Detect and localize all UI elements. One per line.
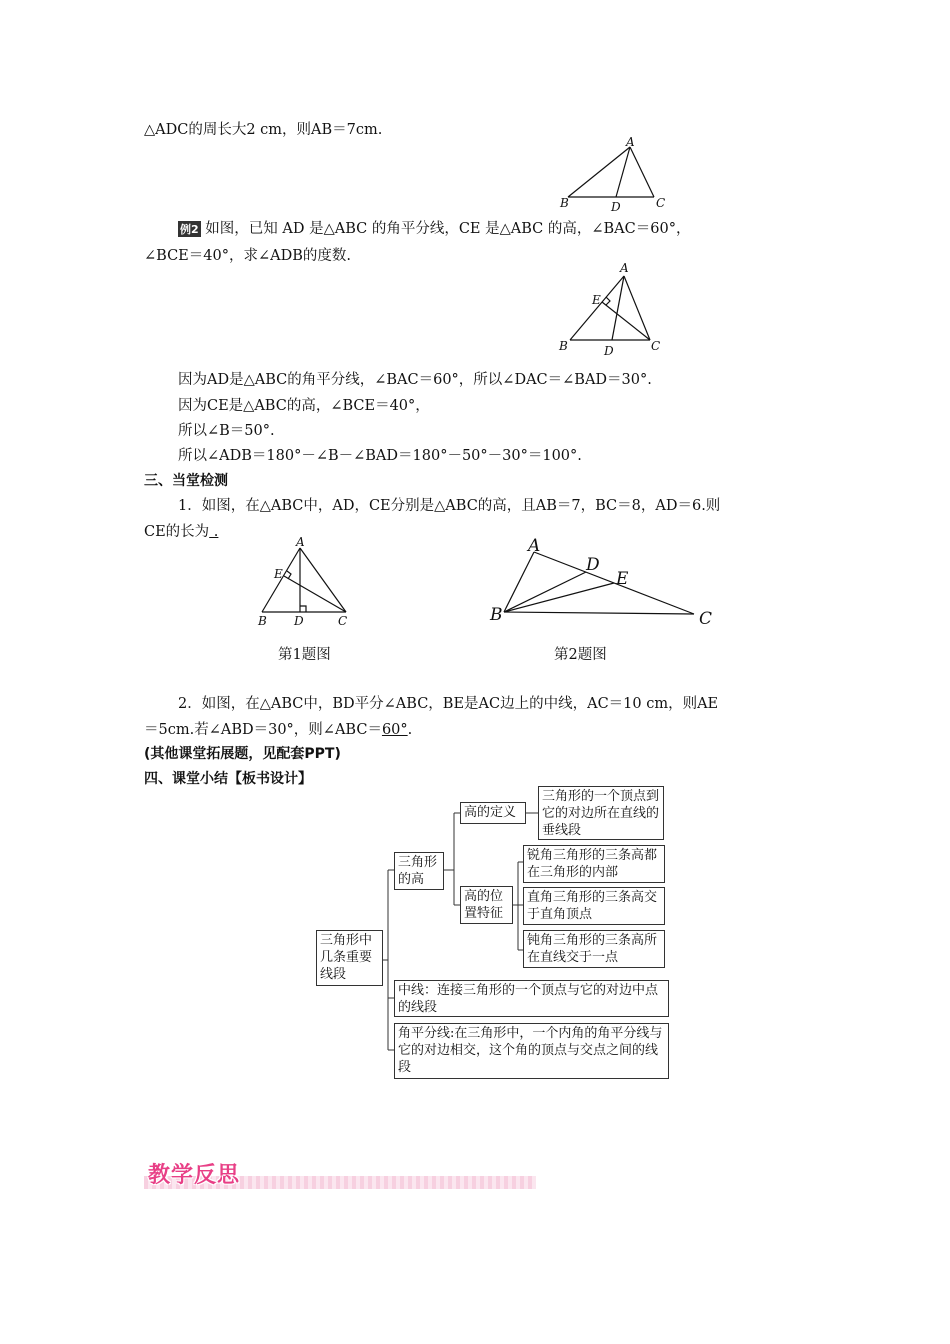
tree-position-box: 高的位置特征	[460, 886, 513, 924]
label-a: A	[626, 135, 635, 149]
label-d: D	[611, 200, 621, 214]
label-c: C	[656, 196, 666, 210]
tree-acute-box: 锐角三角形的三条高都在三角形的内部	[523, 845, 665, 883]
solution-line4: 所以∠ADB＝180°－∠B－∠BAD＝180°－50°－30°＝100°.	[178, 448, 582, 464]
tree-root-box: 三角形中几条重要线段	[316, 930, 383, 986]
label-b: B	[559, 339, 568, 353]
label-d: D	[294, 614, 304, 628]
solution-line3: 所以∠B＝50°.	[178, 423, 275, 439]
label-b: B	[258, 614, 267, 628]
teaching-reflection-banner	[144, 1158, 536, 1192]
label-e: E	[274, 567, 283, 581]
label-d: D	[586, 555, 600, 575]
label-c: C	[699, 609, 713, 629]
tree-height-box: 三角形的高	[394, 852, 444, 890]
label-d: D	[604, 344, 614, 358]
label-a: A	[528, 536, 541, 556]
question1-line1: 1．如图，在△ABC中，AD，CE分别是△ABC的高，且AB＝7，BC＝8，AD＝6.则	[178, 498, 721, 514]
question1-blank: .	[209, 524, 219, 540]
figure-question1	[254, 534, 364, 630]
tree-obtuse-box: 钝角三角形的三条高所在直线交于一点	[523, 930, 665, 968]
caption-figure1: 第1题图	[278, 647, 331, 663]
question1-text: CE的长为	[144, 524, 210, 540]
triangle-figure-example2	[554, 260, 674, 360]
carryover-line: △ADC的周长大2 cm，则AB＝7cm.	[144, 122, 383, 138]
label-c: C	[651, 339, 661, 353]
edge-ab	[568, 147, 630, 197]
question1-line2	[144, 520, 218, 541]
edge-ac	[630, 147, 654, 197]
label-a: A	[620, 261, 629, 275]
triangle-figure-top	[556, 134, 676, 214]
tree-definition-box: 高的定义	[460, 802, 526, 824]
section4-heading: 四、课堂小结【板书设计】	[144, 771, 312, 787]
question2-end: .	[407, 722, 413, 738]
figure-question2	[486, 532, 726, 632]
label-b: B	[560, 196, 569, 210]
question2-text: ＝5cm.若∠ABD＝30°，则∠ABC＝	[144, 722, 382, 738]
tree-right-box: 直角三角形的三条高交于直角顶点	[523, 887, 665, 925]
tree-definition-text: 三角形的一个顶点到它的对边所在直线的垂线段	[538, 786, 664, 840]
label-e: E	[592, 293, 601, 307]
edge-ad	[616, 147, 630, 197]
tree-bisector-box: 角平分线:在三角形中，一个内角的角平分线与它的对边相交，这个角的顶点与交点之间的线段	[394, 1023, 669, 1079]
question2-answer: 60°	[381, 722, 408, 738]
label-c: C	[338, 614, 348, 628]
example2-line2: ∠BCE＝40°，求∠ADB的度数.	[144, 248, 351, 264]
label-a: A	[296, 535, 305, 549]
label-b: B	[490, 605, 503, 625]
tree-median-box: 中线：连接三角形的一个顶点与它的对边中点的线段	[394, 980, 669, 1017]
other-exercises-note: (其他课堂拓展题，见配套PPT)	[144, 746, 341, 762]
solution-line2: 因为CE是△ABC的高，∠BCE＝40°，	[178, 398, 430, 414]
question2-line1: 2．如图，在△ABC中，BD平分∠ABC，BE是AC边上的中线，AC＝10 cm，则AE	[178, 696, 719, 712]
example-badge: 例2	[180, 223, 199, 236]
example2-text: 如图，已知 AD 是△ABC 的角平分线，CE 是△ABC 的高，∠BAC＝60°，	[200, 221, 691, 237]
label-e: E	[616, 569, 629, 589]
section3-heading: 三、当堂检测	[144, 473, 228, 489]
reflection-title: 教学反思	[148, 1163, 241, 1188]
solution-line1: 因为AD是△ABC的角平分线，∠BAC＝60°，所以∠DAC＝∠BAD＝30°.	[178, 372, 652, 388]
example2-line1	[178, 217, 690, 238]
caption-figure2: 第2题图	[554, 647, 607, 663]
question2-line2	[144, 718, 412, 739]
